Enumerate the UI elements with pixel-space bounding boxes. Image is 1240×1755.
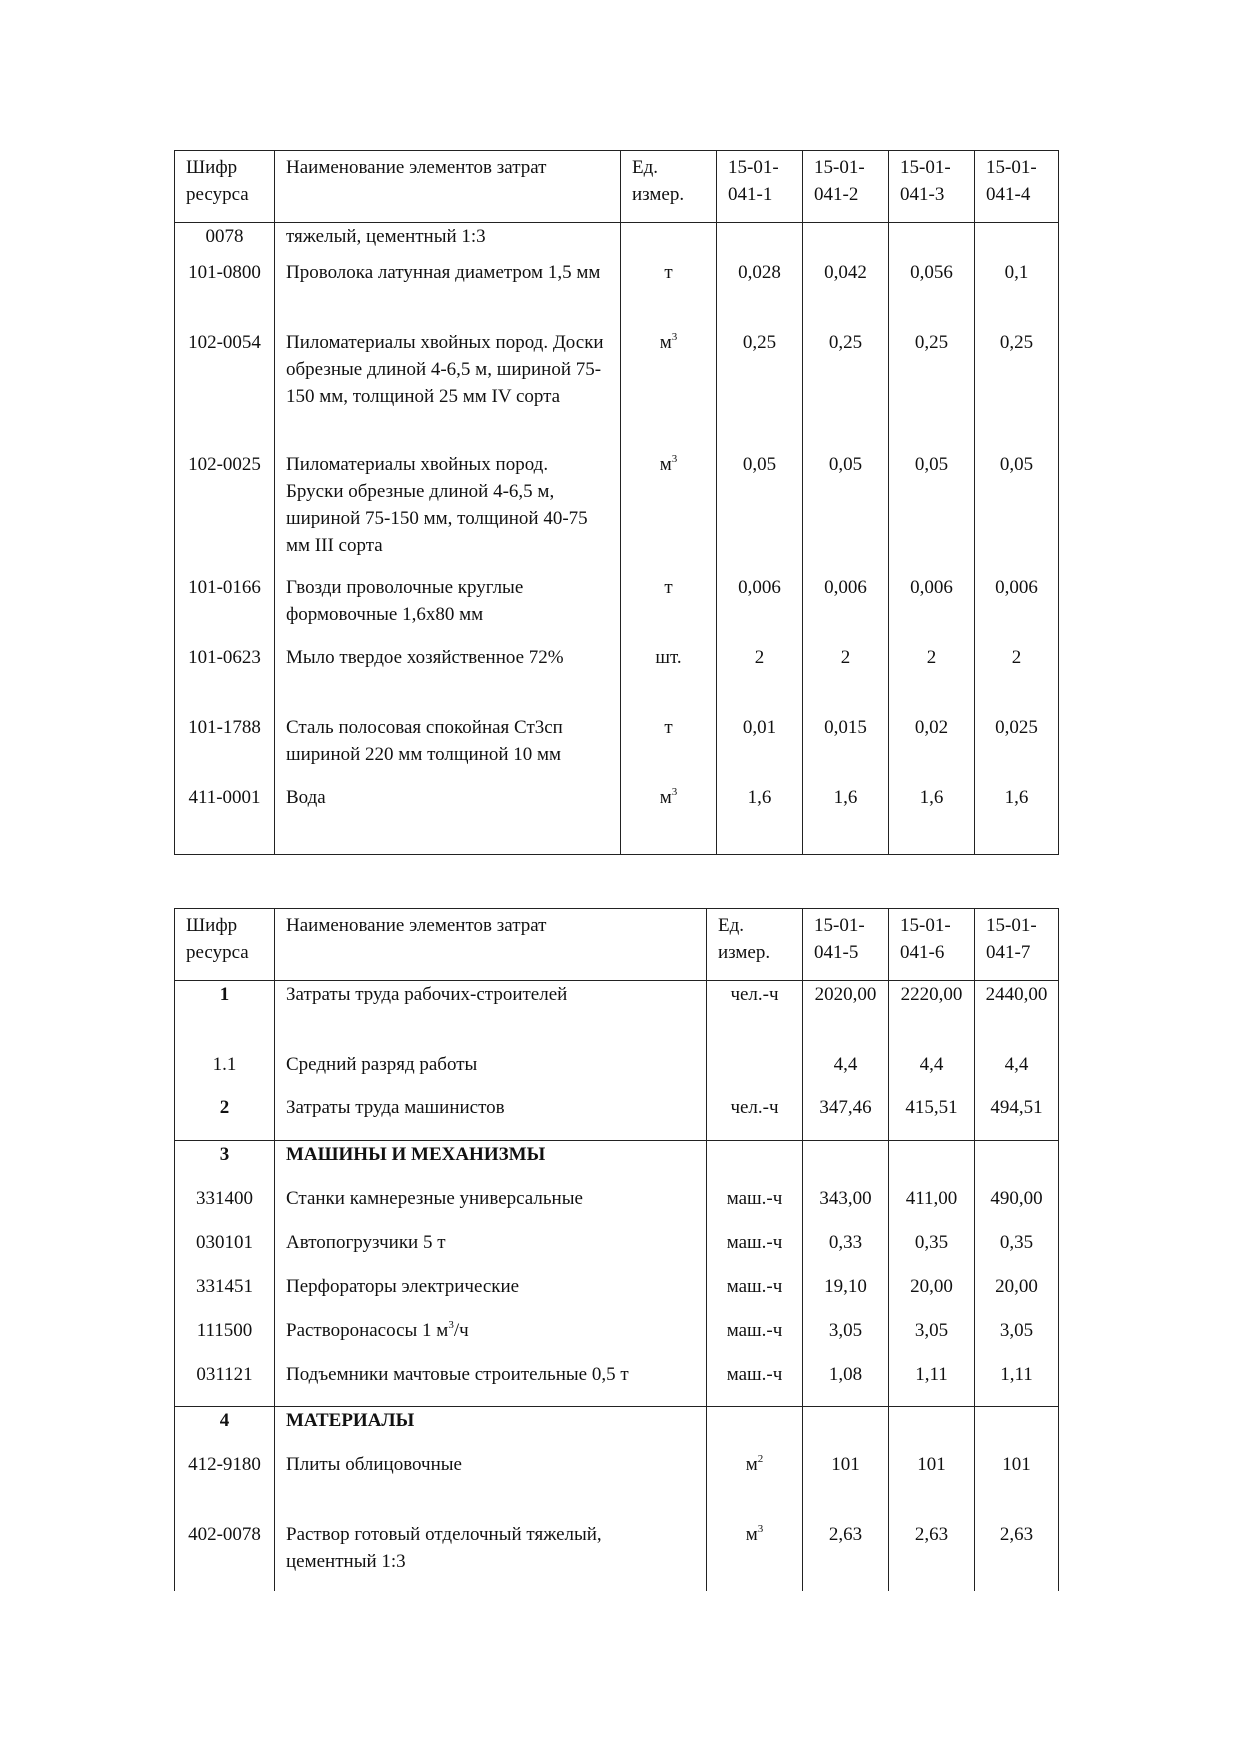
header-col-4: 15-01-041-4 bbox=[975, 151, 1059, 223]
cell-unit: маш.-ч bbox=[707, 1317, 803, 1361]
cell-value bbox=[889, 1141, 975, 1186]
cell-unit: маш.-ч bbox=[707, 1273, 803, 1317]
header-name: Наименование элементов затрат bbox=[275, 151, 621, 223]
cell-value: 2,63 bbox=[975, 1521, 1059, 1591]
cell-value bbox=[803, 223, 889, 260]
cell-value: 0,028 bbox=[717, 259, 803, 329]
cell-code: 412-9180 bbox=[175, 1451, 275, 1521]
cell-value: 19,10 bbox=[803, 1273, 889, 1317]
table-header bbox=[175, 151, 1059, 223]
cell-value: 2 bbox=[889, 644, 975, 714]
cell-value: 101 bbox=[803, 1451, 889, 1521]
cell-value: 2 bbox=[803, 644, 889, 714]
cell-value bbox=[803, 1407, 889, 1452]
cell-unit: маш.-ч bbox=[707, 1185, 803, 1229]
cell-value: 20,00 bbox=[975, 1273, 1059, 1317]
cell-code: 101-1788 bbox=[175, 714, 275, 784]
cell-code: 030101 bbox=[175, 1229, 275, 1273]
cell-value: 1,6 bbox=[717, 784, 803, 855]
cell-name: Затраты труда машинистов bbox=[275, 1094, 707, 1141]
table-header bbox=[175, 909, 1059, 981]
cell-value: 2 bbox=[717, 644, 803, 714]
header-code: Шифр ресурса bbox=[175, 909, 275, 981]
header-col-1: 15-01-041-1 bbox=[717, 151, 803, 223]
unit-text: м bbox=[659, 332, 672, 353]
cell-code: 102-0054 bbox=[175, 329, 275, 451]
header-unit: Ед. измер. bbox=[707, 909, 803, 981]
cell-value: 0,006 bbox=[889, 574, 975, 644]
cell-name: Подъемники мачтовые строительные 0,5 т bbox=[275, 1361, 707, 1407]
header-col-6: 15-01-041-6 bbox=[889, 909, 975, 981]
cell-code: 031121 bbox=[175, 1361, 275, 1407]
cell-value: 1,6 bbox=[975, 784, 1059, 855]
cell-value: 0,25 bbox=[717, 329, 803, 451]
table-row bbox=[175, 1273, 1059, 1317]
table-row bbox=[175, 223, 1059, 260]
cell-code: 402-0078 bbox=[175, 1521, 275, 1591]
resource-table-1 bbox=[174, 150, 1059, 855]
table-row bbox=[175, 644, 1059, 714]
cell-unit bbox=[621, 784, 717, 855]
cell-code: 3 bbox=[175, 1141, 275, 1186]
cell-value: 343,00 bbox=[803, 1185, 889, 1229]
table-row bbox=[175, 714, 1059, 784]
cell-code: 2 bbox=[175, 1094, 275, 1141]
table-row bbox=[175, 451, 1059, 574]
cell-value: 0,056 bbox=[889, 259, 975, 329]
cell-name: Вода bbox=[275, 784, 621, 855]
cell-code: 101-0166 bbox=[175, 574, 275, 644]
cell-code: 101-0800 bbox=[175, 259, 275, 329]
section-row bbox=[175, 1407, 1059, 1452]
section-title: МАТЕРИАЛЫ bbox=[275, 1407, 707, 1452]
unit-superscript: 2 bbox=[757, 1453, 764, 1465]
cell-value: 0,35 bbox=[975, 1229, 1059, 1273]
cell-value: 1,6 bbox=[889, 784, 975, 855]
section-title: МАШИНЫ И МЕХАНИЗМЫ bbox=[275, 1141, 707, 1186]
cell-name: Автопогрузчики 5 т bbox=[275, 1229, 707, 1273]
cell-code: 101-0623 bbox=[175, 644, 275, 714]
cell-value: 2 bbox=[975, 644, 1059, 714]
cell-code: 111500 bbox=[175, 1317, 275, 1361]
table-row bbox=[175, 1361, 1059, 1407]
cell-value: 2,63 bbox=[889, 1521, 975, 1591]
table-row bbox=[175, 1051, 1059, 1094]
cell-unit bbox=[707, 1521, 803, 1591]
cell-unit bbox=[707, 1141, 803, 1186]
cell-code: 4 bbox=[175, 1407, 275, 1452]
cell-unit bbox=[621, 451, 717, 574]
cell-value: 2,63 bbox=[803, 1521, 889, 1591]
cell-value bbox=[975, 1141, 1059, 1186]
cell-value: 0,05 bbox=[803, 451, 889, 574]
cell-unit bbox=[621, 329, 717, 451]
cell-value: 490,00 bbox=[975, 1185, 1059, 1229]
cell-value: 101 bbox=[889, 1451, 975, 1521]
cell-value: 0,015 bbox=[803, 714, 889, 784]
cell-value: 4,4 bbox=[975, 1051, 1059, 1094]
cell-value: 0,25 bbox=[975, 329, 1059, 451]
cell-value: 1,6 bbox=[803, 784, 889, 855]
cell-name: Перфораторы электрические bbox=[275, 1273, 707, 1317]
cell-value: 415,51 bbox=[889, 1094, 975, 1141]
cell-name: Мыло твердое хозяйственное 72% bbox=[275, 644, 621, 714]
cell-unit: шт. bbox=[621, 644, 717, 714]
cell-value: 2220,00 bbox=[889, 981, 975, 1052]
header-col-2: 15-01-041-2 bbox=[803, 151, 889, 223]
cell-value bbox=[889, 223, 975, 260]
header-col-3: 15-01-041-3 bbox=[889, 151, 975, 223]
cell-value: 20,00 bbox=[889, 1273, 975, 1317]
cell-code: 1 bbox=[175, 981, 275, 1052]
name-text: Растворонасосы 1 м bbox=[286, 1320, 449, 1341]
cell-name: тяжелый, цементный 1:3 bbox=[275, 223, 621, 260]
header-code: Шифр ресурса bbox=[175, 151, 275, 223]
cell-value: 494,51 bbox=[975, 1094, 1059, 1141]
cell-value: 3,05 bbox=[975, 1317, 1059, 1361]
cell-name: Гвозди проволочные круглые формовочные 1,6x80 мм bbox=[275, 574, 621, 644]
cell-value bbox=[803, 1141, 889, 1186]
cell-value: 3,05 bbox=[803, 1317, 889, 1361]
cell-value: 411,00 bbox=[889, 1185, 975, 1229]
cell-name: Раствор готовый отделочный тяжелый, цементный 1:3 bbox=[275, 1521, 707, 1591]
cell-value: 2440,00 bbox=[975, 981, 1059, 1052]
cell-unit: маш.-ч bbox=[707, 1361, 803, 1407]
cell-name: Плиты облицовочные bbox=[275, 1451, 707, 1521]
cell-unit bbox=[707, 1407, 803, 1452]
cell-name: Проволока латунная диаметром 1,5 мм bbox=[275, 259, 621, 329]
table-row bbox=[175, 1521, 1059, 1591]
cell-name: Средний разряд работы bbox=[275, 1051, 707, 1094]
cell-code: 102-0025 bbox=[175, 451, 275, 574]
cell-unit: чел.-ч bbox=[707, 1094, 803, 1141]
cell-value bbox=[975, 223, 1059, 260]
cell-value: 1,11 bbox=[975, 1361, 1059, 1407]
cell-value: 0,05 bbox=[975, 451, 1059, 574]
cell-value: 0,33 bbox=[803, 1229, 889, 1273]
cell-unit: чел.-ч bbox=[707, 981, 803, 1052]
cell-name: Пиломатериалы хвойных пород. Бруски обрезные длиной 4-6,5 м, шириной 75-150 мм, толщиной 40-75 мм III сорта bbox=[275, 451, 621, 574]
cell-value: 1,08 bbox=[803, 1361, 889, 1407]
cell-value: 0,006 bbox=[803, 574, 889, 644]
unit-text: м bbox=[745, 1524, 758, 1545]
table-row bbox=[175, 1229, 1059, 1273]
cell-value: 0,05 bbox=[889, 451, 975, 574]
cell-name: Пиломатериалы хвойных пород. Доски обрезные длиной 4-6,5 м, шириной 75-150 мм, толщиной 25 мм IV сорта bbox=[275, 329, 621, 451]
cell-name: Затраты труда рабочих-строителей bbox=[275, 981, 707, 1052]
cell-value: 2020,00 bbox=[803, 981, 889, 1052]
section-row bbox=[175, 1141, 1059, 1186]
cell-unit bbox=[707, 1051, 803, 1094]
cell-name: Сталь полосовая спокойная Ст3сп шириной 220 мм толщиной 10 мм bbox=[275, 714, 621, 784]
header-col-7: 15-01-041-7 bbox=[975, 909, 1059, 981]
table-row bbox=[175, 259, 1059, 329]
header-col-5: 15-01-041-5 bbox=[803, 909, 889, 981]
cell-unit bbox=[621, 223, 717, 260]
cell-code: 0078 bbox=[175, 223, 275, 260]
header-unit: Ед. измер. bbox=[621, 151, 717, 223]
cell-name bbox=[275, 1317, 707, 1361]
cell-code: 331451 bbox=[175, 1273, 275, 1317]
resource-table-2 bbox=[174, 908, 1059, 1591]
cell-value: 0,006 bbox=[717, 574, 803, 644]
header-name: Наименование элементов затрат bbox=[275, 909, 707, 981]
cell-unit: т bbox=[621, 574, 717, 644]
cell-unit: маш.-ч bbox=[707, 1229, 803, 1273]
cell-value: 4,4 bbox=[803, 1051, 889, 1094]
table-row bbox=[175, 1451, 1059, 1521]
cell-value: 3,05 bbox=[889, 1317, 975, 1361]
unit-superscript: 3 bbox=[671, 453, 678, 465]
cell-code: 331400 bbox=[175, 1185, 275, 1229]
table-row bbox=[175, 1317, 1059, 1361]
unit-text: м bbox=[659, 787, 672, 808]
name-superscript: 3 bbox=[448, 1319, 454, 1331]
cell-value: 0,35 bbox=[889, 1229, 975, 1273]
cell-code: 1.1 bbox=[175, 1051, 275, 1094]
table-row bbox=[175, 784, 1059, 855]
table-row bbox=[175, 1094, 1059, 1141]
cell-value: 4,4 bbox=[889, 1051, 975, 1094]
cell-value: 0,01 bbox=[717, 714, 803, 784]
cell-value: 0,1 bbox=[975, 259, 1059, 329]
cell-value: 347,46 bbox=[803, 1094, 889, 1141]
cell-value: 101 bbox=[975, 1451, 1059, 1521]
cell-value: 0,025 bbox=[975, 714, 1059, 784]
unit-superscript: 3 bbox=[757, 1523, 764, 1535]
cell-value: 0,02 bbox=[889, 714, 975, 784]
cell-value: 1,11 bbox=[889, 1361, 975, 1407]
cell-unit bbox=[707, 1451, 803, 1521]
cell-code: 411-0001 bbox=[175, 784, 275, 855]
cell-name: Станки камнерезные универсальные bbox=[275, 1185, 707, 1229]
cell-value: 0,25 bbox=[803, 329, 889, 451]
unit-text: м bbox=[745, 1454, 758, 1475]
cell-unit: т bbox=[621, 714, 717, 784]
cell-value: 0,05 bbox=[717, 451, 803, 574]
unit-text: м bbox=[659, 454, 672, 475]
cell-value bbox=[889, 1407, 975, 1452]
table-row bbox=[175, 329, 1059, 451]
table-row bbox=[175, 1185, 1059, 1229]
cell-value: 0,006 bbox=[975, 574, 1059, 644]
unit-superscript: 3 bbox=[671, 331, 678, 343]
unit-superscript: 3 bbox=[671, 786, 678, 798]
cell-value: 0,25 bbox=[889, 329, 975, 451]
cell-value bbox=[975, 1407, 1059, 1452]
cell-value: 0,042 bbox=[803, 259, 889, 329]
cell-value bbox=[717, 223, 803, 260]
cell-unit: т bbox=[621, 259, 717, 329]
table-row bbox=[175, 981, 1059, 1052]
table-row bbox=[175, 574, 1059, 644]
name-text-suffix: /ч bbox=[453, 1320, 469, 1341]
